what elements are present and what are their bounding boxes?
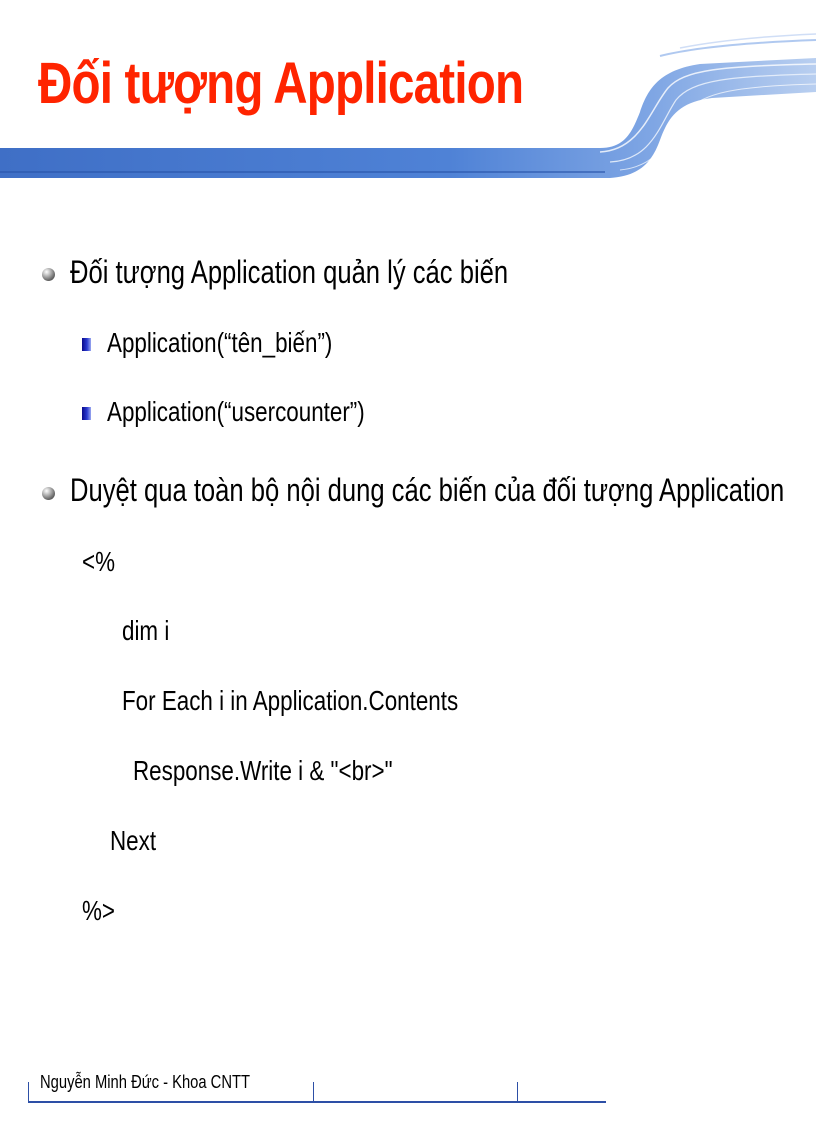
code-line-response-write: Response.Write i & "<br>" bbox=[133, 755, 393, 786]
code-line-dim: dim i bbox=[122, 615, 170, 646]
blue-square-bullet-icon bbox=[82, 407, 91, 420]
code-line-next: Next bbox=[110, 825, 157, 856]
round-gray-bullet-icon bbox=[42, 268, 55, 281]
sub-bullet-1-text: Application(“tên_biến”) bbox=[107, 327, 333, 358]
footer-tick bbox=[28, 1082, 29, 1102]
footer-tick bbox=[517, 1082, 518, 1102]
footer-tick bbox=[313, 1082, 314, 1102]
footer-author: Nguyễn Minh Đức - Khoa CNTT bbox=[40, 1072, 251, 1092]
sub-bullet-2-text: Application(“usercounter”) bbox=[107, 396, 365, 427]
footer-divider bbox=[28, 1101, 606, 1103]
slide-title: Đối tượng Application bbox=[38, 51, 524, 116]
bullet-1-text: Đối tượng Application quản lý các biến bbox=[70, 254, 509, 290]
code-line-close: %> bbox=[82, 895, 115, 926]
round-gray-bullet-icon bbox=[42, 487, 55, 500]
code-line-for-each: For Each i in Application.Contents bbox=[122, 685, 459, 716]
bullet-2-text: Duyệt qua toàn bộ nội dung các biến của đối tượng Application bbox=[70, 472, 785, 508]
blue-square-bullet-icon bbox=[82, 338, 91, 351]
code-line-open: <% bbox=[82, 546, 115, 577]
